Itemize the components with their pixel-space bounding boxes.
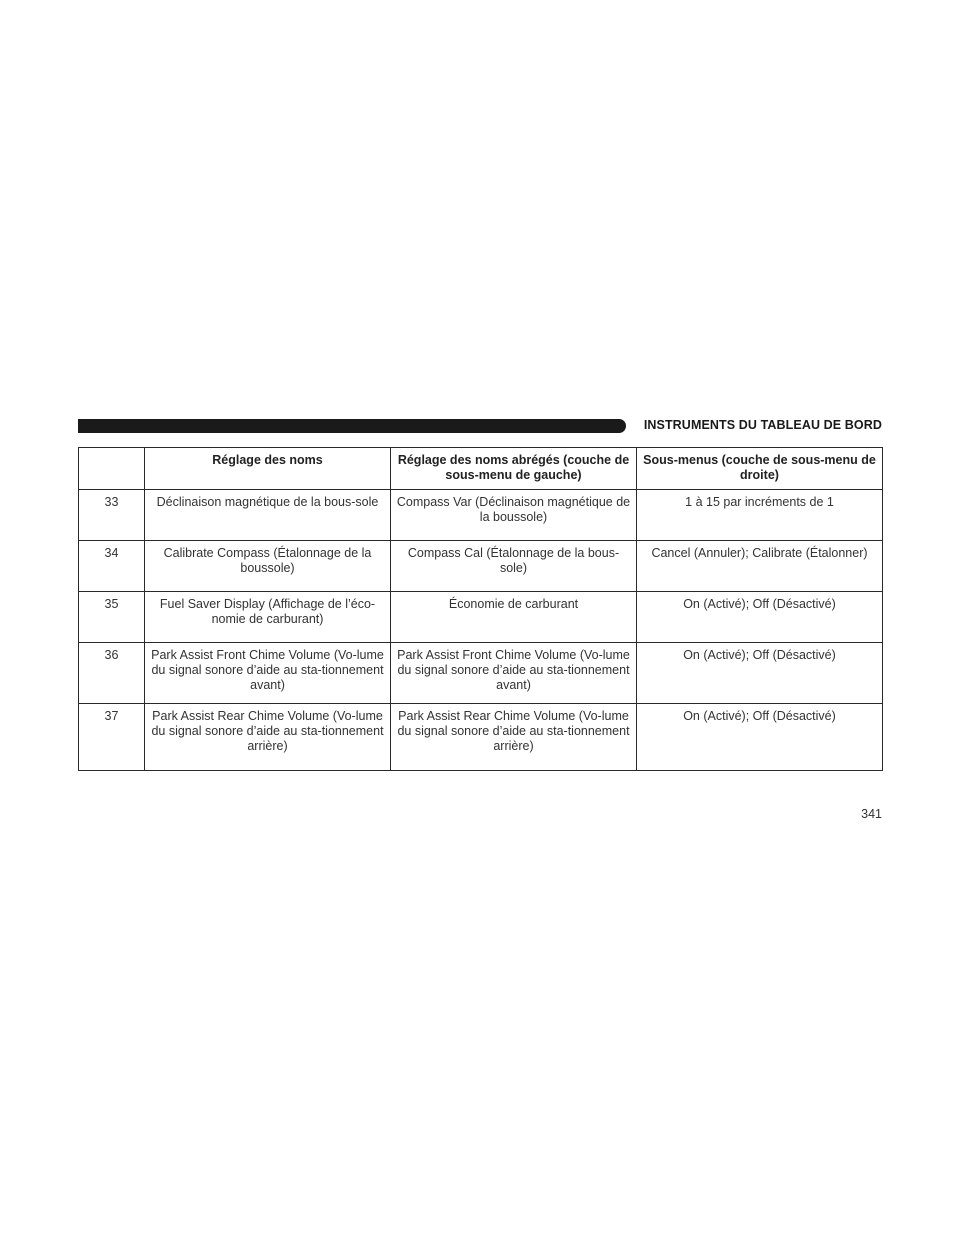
row-number: 36 <box>79 643 145 704</box>
row-abbr: Économie de carburant <box>391 592 637 643</box>
row-name: Park Assist Front Chime Volume (Vo-lume du signal sonore d’aide au sta-tionnement avant) <box>145 643 391 704</box>
row-name: Fuel Saver Display (Affichage de l’éco-nomie de carburant) <box>145 592 391 643</box>
header-name: Réglage des noms <box>145 448 391 490</box>
row-name: Park Assist Rear Chime Volume (Vo-lume du signal sonore d’aide au sta-tionnement arrière) <box>145 704 391 771</box>
row-abbr: Park Assist Rear Chime Volume (Vo-lume du signal sonore d’aide au sta-tionnement arrière) <box>391 704 637 771</box>
row-abbr: Park Assist Front Chime Volume (Vo-lume du signal sonore d’aide au sta-tionnement avant) <box>391 643 637 704</box>
table-row <box>79 592 883 643</box>
row-submenu: Cancel (Annuler); Calibrate (Étalonner) <box>637 541 883 592</box>
header-submenu: Sous-menus (couche de sous-menu de droite) <box>637 448 883 490</box>
section-header-bar <box>78 419 625 433</box>
row-abbr: Compass Cal (Étalonnage de la bous-sole) <box>391 541 637 592</box>
row-submenu: On (Activé); Off (Désactivé) <box>637 592 883 643</box>
row-number: 33 <box>79 490 145 541</box>
row-number: 37 <box>79 704 145 771</box>
settings-table <box>78 447 883 771</box>
row-abbr: Compass Var (Déclinaison magnétique de la boussole) <box>391 490 637 541</box>
table-row <box>79 541 883 592</box>
page-number: 341 <box>861 807 882 821</box>
row-number: 35 <box>79 592 145 643</box>
table-row <box>79 490 883 541</box>
table-row <box>79 704 883 771</box>
row-submenu: On (Activé); Off (Désactivé) <box>637 704 883 771</box>
section-title: INSTRUMENTS DU TABLEAU DE BORD <box>643 418 882 432</box>
row-submenu: 1 à 15 par incréments de 1 <box>637 490 883 541</box>
header-abbr: Réglage des noms abrégés (couche de sous-menu de gauche) <box>391 448 637 490</box>
table-row <box>79 643 883 704</box>
row-name: Calibrate Compass (Étalonnage de la boussole) <box>145 541 391 592</box>
header-number <box>79 448 145 490</box>
row-submenu: On (Activé); Off (Désactivé) <box>637 643 883 704</box>
row-name: Déclinaison magnétique de la bous-sole <box>145 490 391 541</box>
table-header-row <box>79 448 883 490</box>
row-number: 34 <box>79 541 145 592</box>
